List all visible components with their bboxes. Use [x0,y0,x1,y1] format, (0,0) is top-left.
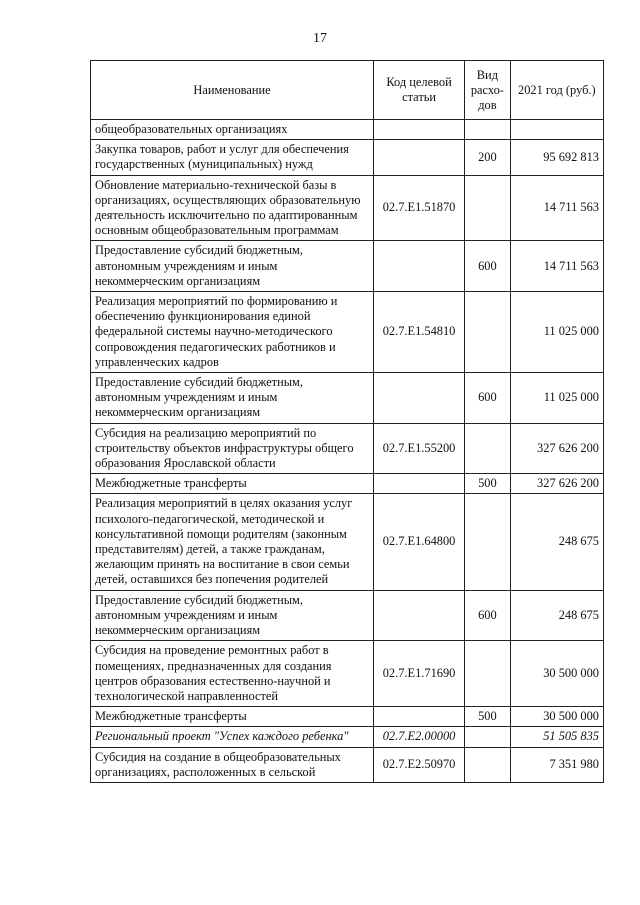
cell-sum: 14 711 563 [510,175,603,241]
cell-code [373,120,464,140]
table-row [91,474,604,494]
cell-code: 02.7.Е1.55200 [373,423,464,474]
cell-type: 600 [465,373,511,424]
cell-name: Субсидия на проведение ремонтных работ в помещениях, предназначенных для создания центров образования естественно-научной и технологической направленностей [91,641,374,707]
cell-code: 02.7.Е2.50970 [373,747,464,782]
cell-code [373,474,464,494]
cell-name: общеобразовательных организациях [91,120,374,140]
cell-name: Межбюджетные трансферты [91,707,374,727]
cell-type [465,423,511,474]
header-code: Код целевой статьи [373,61,464,120]
cell-code [373,707,464,727]
table-row [91,373,604,424]
cell-sum: 51 505 835 [510,727,603,747]
cell-code [373,140,464,175]
cell-type [465,727,511,747]
page-number: 17 [313,31,327,46]
header-type: Вид расхо-дов [465,61,511,120]
cell-name: Предоставление субсидий бюджетным, автономным учреждениям и иным некоммерческим организациям [91,590,374,641]
cell-name: Реализация мероприятий в целях оказания услуг психолого-педагогической, методической и консультативной помощи родителям (законным представителям) детей, а также гражданам, желающим принять на воспитание в свои семьи детей, оставшихся без попечения родителей [91,494,374,590]
cell-code: 02.7.Е2.00000 [373,727,464,747]
cell-sum: 30 500 000 [510,707,603,727]
cell-code: 02.7.Е1.64800 [373,494,464,590]
table-row [91,175,604,241]
header-name: Наименование [91,61,374,120]
cell-sum: 14 711 563 [510,241,603,292]
cell-code: 02.7.Е1.71690 [373,641,464,707]
budget-table [90,60,604,783]
table-row [91,727,604,747]
cell-sum: 7 351 980 [510,747,603,782]
cell-type [465,747,511,782]
cell-type: 200 [465,140,511,175]
cell-sum: 327 626 200 [510,423,603,474]
cell-name: Межбюджетные трансферты [91,474,374,494]
cell-type [465,641,511,707]
table-row [91,590,604,641]
cell-code [373,373,464,424]
table-row [91,140,604,175]
table-row [91,707,604,727]
cell-type: 500 [465,474,511,494]
table-row [91,747,604,782]
cell-code: 02.7.Е1.51870 [373,175,464,241]
cell-sum: 248 675 [510,590,603,641]
header-sum: 2021 год (руб.) [510,61,603,120]
table-row [91,120,604,140]
cell-type: 500 [465,707,511,727]
cell-name: Субсидия на реализацию мероприятий по строительству объектов инфраструктуры общего образования Ярославской области [91,423,374,474]
cell-type: 600 [465,590,511,641]
cell-code [373,241,464,292]
cell-sum: 11 025 000 [510,292,603,373]
cell-name: Региональный проект "Успех каждого ребенка" [91,727,374,747]
table-header-row [91,61,604,120]
cell-sum: 30 500 000 [510,641,603,707]
cell-sum [510,120,603,140]
table-row [91,423,604,474]
cell-type [465,494,511,590]
cell-name: Обновление материально-технической базы в организациях, осуществляющих образовательную деятельность исключительно по адаптированным основным общеобразовательным программам [91,175,374,241]
cell-type [465,292,511,373]
cell-type [465,120,511,140]
cell-type: 600 [465,241,511,292]
cell-code: 02.7.Е1.54810 [373,292,464,373]
cell-name: Реализация мероприятий по формированию и обеспечению функционирования единой федеральной системы научно-методического сопровождения педагогических работников и управленческих кадров [91,292,374,373]
table-row [91,292,604,373]
cell-type [465,175,511,241]
cell-sum: 248 675 [510,494,603,590]
cell-name: Предоставление субсидий бюджетным, автономным учреждениям и иным некоммерческим организациям [91,241,374,292]
table-row [91,241,604,292]
cell-sum: 11 025 000 [510,373,603,424]
table-row [91,494,604,590]
table-body [91,120,604,783]
cell-name: Закупка товаров, работ и услуг для обеспечения государственных (муниципальных) нужд [91,140,374,175]
cell-sum: 95 692 813 [510,140,603,175]
cell-code [373,590,464,641]
cell-name: Субсидия на создание в общеобразовательных организациях, расположенных в сельской [91,747,374,782]
cell-name: Предоставление субсидий бюджетным, автономным учреждениям и иным некоммерческим организациям [91,373,374,424]
table-row [91,641,604,707]
cell-sum: 327 626 200 [510,474,603,494]
